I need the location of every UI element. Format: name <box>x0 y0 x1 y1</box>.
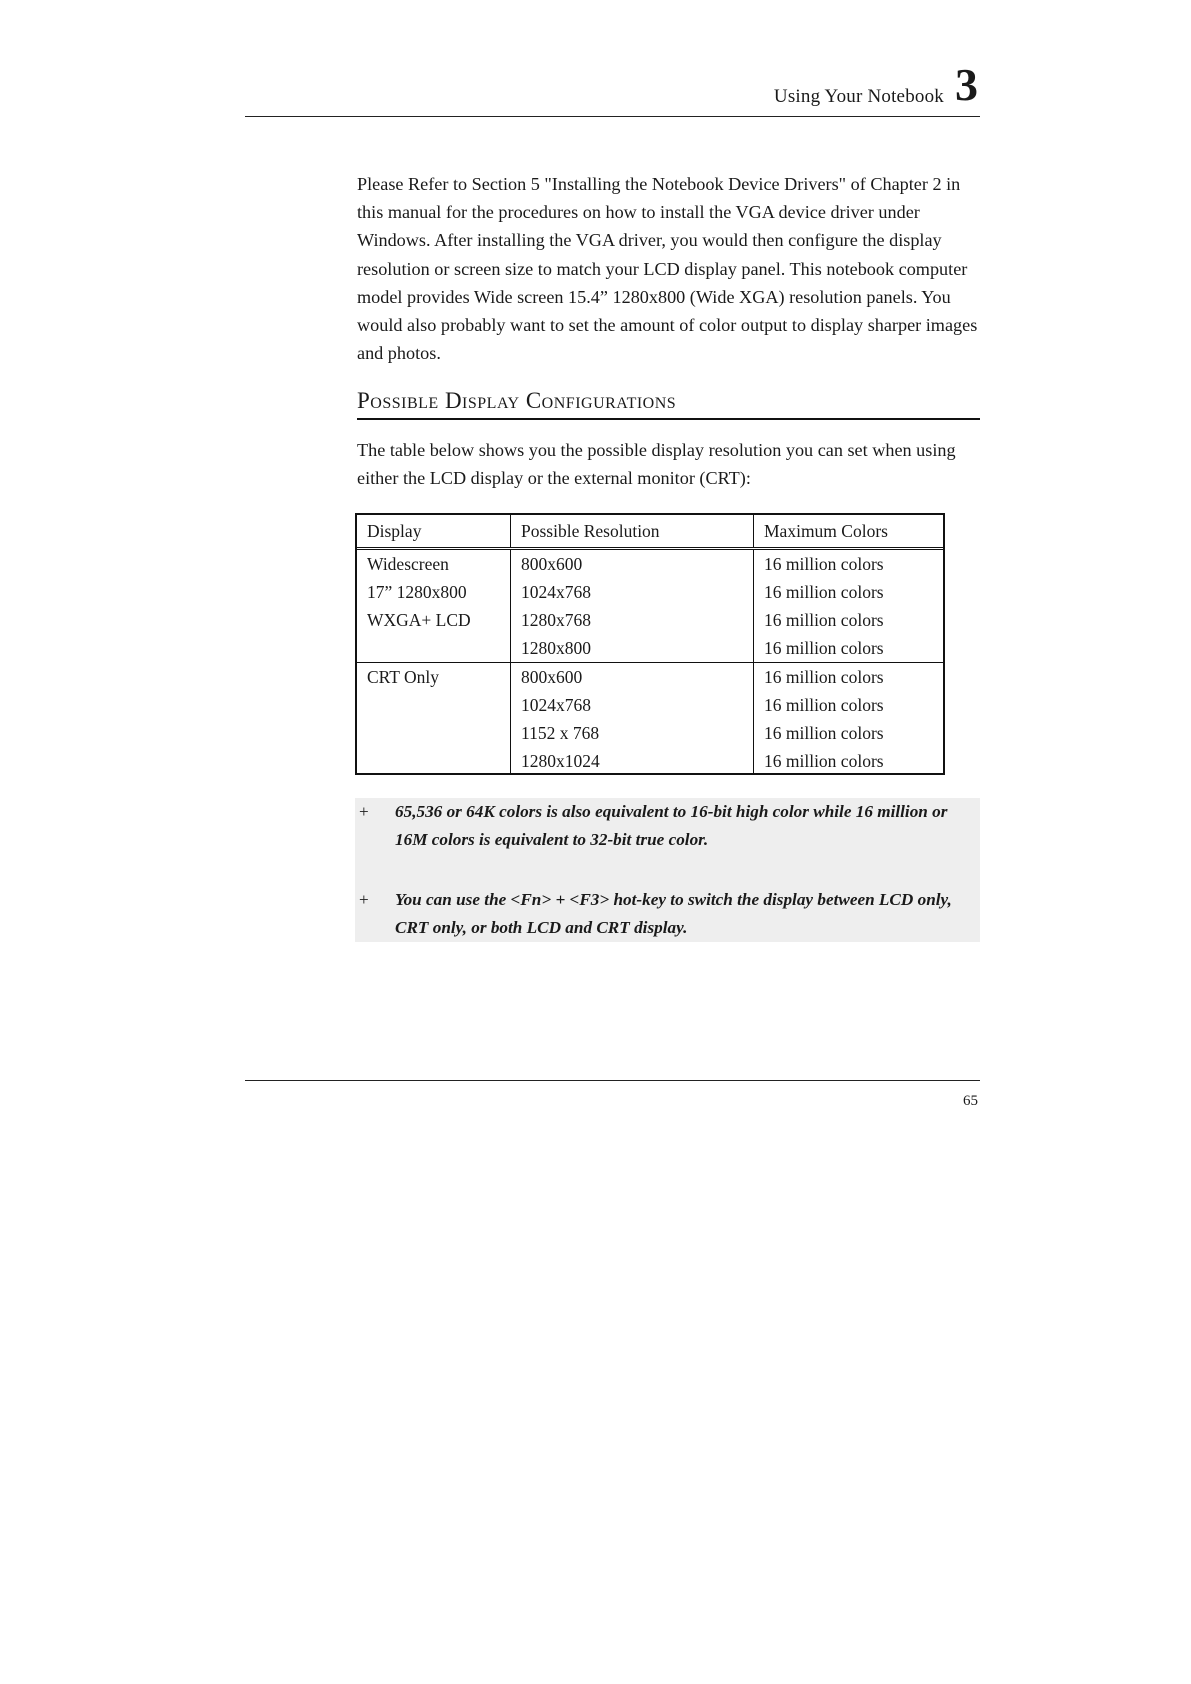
section-heading <box>357 388 980 420</box>
note-text: You can use the <Fn> + <F3> hot-key to switch the display between LCD only, CRT only, or both LCD and CRT display. <box>395 890 952 937</box>
table-row <box>357 606 943 634</box>
table-row <box>357 634 943 663</box>
cell-colors: 16 million colors <box>754 719 944 747</box>
cell-colors: 16 million colors <box>754 634 944 663</box>
table-intro-paragraph: The table below shows you the possible display resolution you can set when using either the LCD display or the external monitor (CRT): <box>357 440 956 489</box>
cell-colors: 16 million colors <box>754 606 944 634</box>
footer-rule <box>245 1080 980 1081</box>
cell-resolution: 1280x768 <box>511 606 754 634</box>
cell-colors: 16 million colors <box>754 578 944 606</box>
intro-paragraph: Please Refer to Section 5 "Installing the Notebook Device Drivers" of Chapter 2 in this manual for the procedures on how to install the VGA device driver under Windows. After installing the VGA driver, you would then configure the display resolution or screen size to match your LCD display panel. This notebook computer model provides Wide screen 15.4” 1280x800 (Wide XGA) resolution panels. You would also probably want to set the amount of color output to display sharper images and photos. <box>357 174 978 364</box>
cell-display: WXGA+ LCD <box>367 610 471 630</box>
cell-resolution: 1152 x 768 <box>511 719 754 747</box>
cell-display: CRT Only <box>367 667 440 687</box>
cell-display <box>357 634 511 663</box>
cell-colors: 16 million colors <box>754 663 944 692</box>
cell-colors: 16 million colors <box>754 549 944 579</box>
header-maximum-colors: Maximum Colors <box>754 515 944 549</box>
cell-colors: 16 million colors <box>754 691 944 719</box>
cell-resolution: 800x600 <box>511 549 754 579</box>
section-heading-text: Possible Display Configurations <box>357 388 677 413</box>
chapter-number: 3 <box>955 59 978 110</box>
header-display: Display <box>357 515 511 549</box>
header-possible-resolution: Possible Resolution <box>511 515 754 549</box>
resolution-table <box>357 515 943 775</box>
cell-display <box>357 747 511 775</box>
cell-display: Widescreen <box>367 554 449 574</box>
cell-resolution: 1280x1024 <box>511 747 754 775</box>
table-row <box>357 549 943 579</box>
cell-display <box>357 719 511 747</box>
cell-resolution: 1024x768 <box>511 578 754 606</box>
cell-resolution: 1024x768 <box>511 691 754 719</box>
notes-box <box>355 798 980 942</box>
cell-colors: 16 million colors <box>754 747 944 775</box>
cell-resolution: 800x600 <box>511 663 754 692</box>
table-row <box>357 578 943 606</box>
header-title: Using Your Notebook <box>773 86 944 107</box>
page-header <box>245 58 980 117</box>
table-row <box>357 691 943 719</box>
display-config-table <box>355 513 945 775</box>
table-row <box>357 747 943 775</box>
cell-display <box>357 691 511 719</box>
note-text: 65,536 or 64K colors is also equivalent to 16-bit high color while 16 million or 16M colors is equivalent to 32-bit true color. <box>395 802 948 849</box>
plus-bullet-icon: + <box>359 802 369 821</box>
cell-resolution: 1280x800 <box>511 634 754 663</box>
table-row <box>357 719 943 747</box>
table-header-row <box>357 515 943 549</box>
table-row <box>357 663 943 692</box>
plus-bullet-icon: + <box>359 890 369 909</box>
page-number: 65 <box>963 1093 978 1109</box>
cell-display: 17” 1280x800 <box>367 582 467 602</box>
